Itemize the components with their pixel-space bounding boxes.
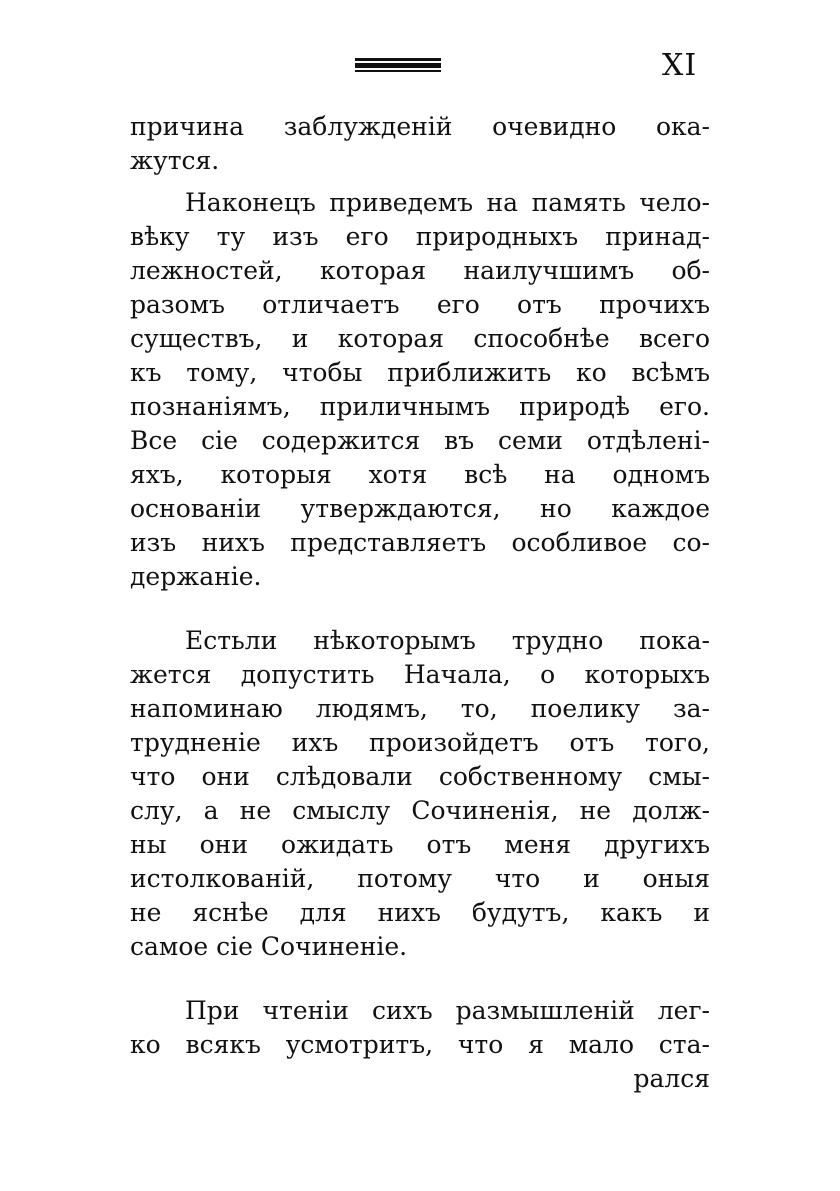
rule-line [355,63,441,68]
text-line: жутся. [130,146,220,175]
text-line: вѣку ту изъ его природныхъ принад- [130,222,710,251]
text-line: къ тому, чтобы приближить ко всѣмъ [130,358,710,387]
header-ornament-rule [355,58,441,72]
rule-line [355,58,441,61]
text-line: основаніи утверждаются, но каждое [130,494,710,523]
rule-line [355,70,441,72]
text-line: причина заблужденій очевидно ока- [130,112,710,141]
text-line: существъ, и которая способнѣе всего [130,324,710,353]
text-line: ко всякъ усмотритъ, что я мало ста- [130,1030,710,1059]
text-line: Все сіе содержится въ семи отдѣлені- [130,426,710,455]
text-line: истолкованій, потому что и оныя [130,864,710,893]
text-line: разомъ отличаетъ его отъ прочихъ [130,290,710,319]
text-line: напоминаю людямъ, то, поелику за- [130,694,710,723]
text-line: держаніе. [130,562,262,591]
text-line: При чтеніи сихъ размышленій лег- [185,996,710,1025]
text-line: самое сіе Сочиненіе. [130,932,408,961]
text-line: что они слѣдовали собственному смы- [130,762,710,791]
body-text [130,110,710,1096]
text-line: лежностей, которая наилучшимъ об- [130,256,710,285]
text-line: трудненіе ихъ произойдетъ отъ того, [130,728,710,757]
text-line: изъ нихъ представляетъ особливое со- [130,528,710,557]
page-number: XI [662,48,698,83]
text-line: познаніямъ, приличнымъ природѣ его. [130,392,710,421]
text-line: яхъ, которыя хотя всѣ на одномъ [130,460,710,489]
text-line: Наконецъ приведемъ на память чело- [185,188,710,217]
text-line: ны они ожидать отъ меня другихъ [130,830,710,859]
catchword: рался [633,1064,710,1093]
text-line: жется допустить Начала, о которыхъ [130,660,710,689]
text-line: слу, а не смыслу Сочиненія, не долж- [130,796,710,825]
text-line: не яснѣе для нихъ будутъ, какъ и [130,898,710,927]
text-line: Естьли нѣкоторымъ трудно пока- [185,626,710,655]
